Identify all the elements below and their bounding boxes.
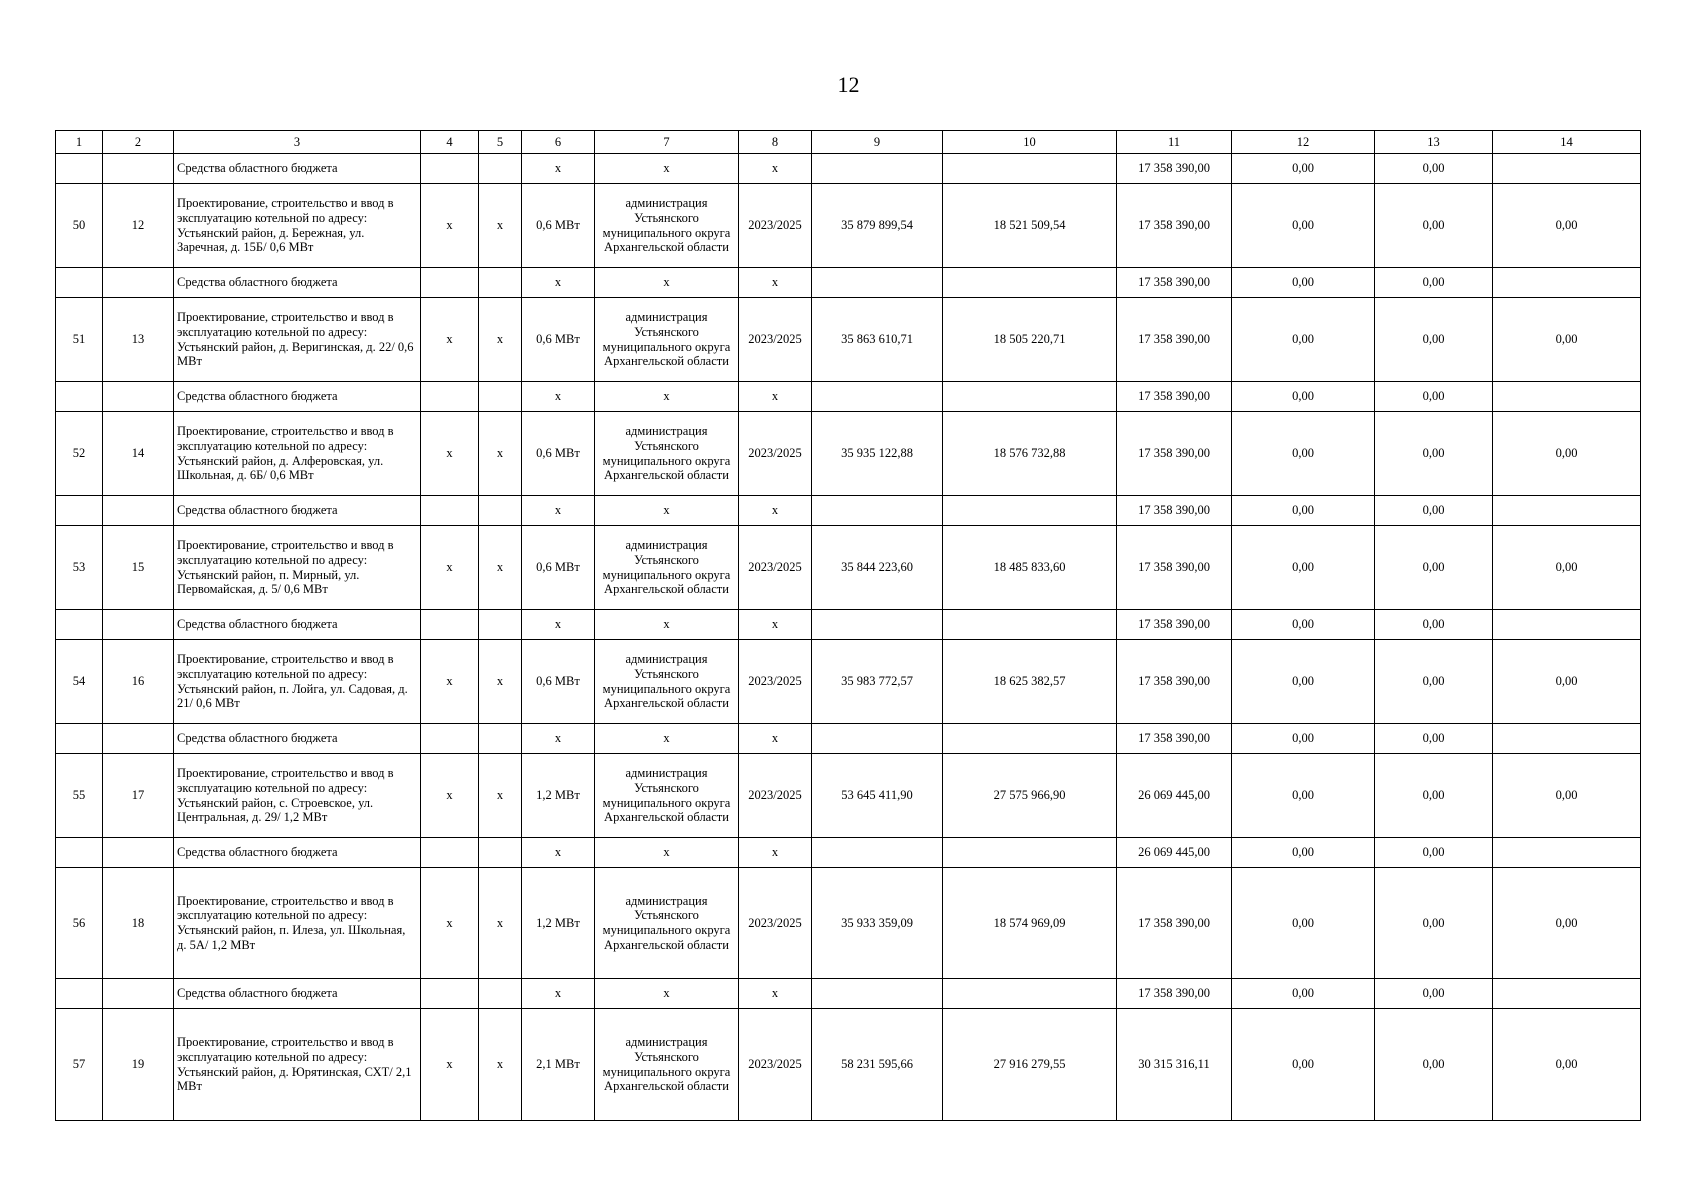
cell-col-13: 0,00 (1375, 268, 1493, 298)
cell-col-subnum: 13 (103, 298, 174, 382)
cell-col-4 (421, 610, 479, 640)
funding-source-row (56, 496, 1641, 526)
cell-col-power: 0,6 МВт (522, 640, 595, 724)
cell-col-total: 35 844 223,60 (812, 526, 943, 610)
cell-col-4: x (421, 640, 479, 724)
cell-col-power: 1,2 МВт (522, 868, 595, 979)
cell-col-5 (479, 268, 522, 298)
cell-col-total (812, 610, 943, 640)
cell-col-10: 18 625 382,57 (943, 640, 1117, 724)
cell-col-11: 26 069 445,00 (1117, 754, 1232, 838)
cell-col-4: x (421, 412, 479, 496)
cell-col-11: 17 358 390,00 (1117, 640, 1232, 724)
funding-source-row (56, 979, 1641, 1009)
cell-col-name: Проектирование, строительство и ввод в эксплуатацию котельной по адресу: Устьянский район, п. Лойга, ул. Садовая, д. 21/ 0,6 МВт (174, 640, 421, 724)
cell-col-total (812, 979, 943, 1009)
column-header-1: 1 (56, 131, 103, 154)
cell-col-10: 18 574 969,09 (943, 868, 1117, 979)
cell-col-12: 0,00 (1232, 1009, 1375, 1121)
cell-col-num: 54 (56, 640, 103, 724)
cell-col-total: 35 983 772,57 (812, 640, 943, 724)
column-header-14: 14 (1493, 131, 1641, 154)
column-header-8: 8 (739, 131, 812, 154)
column-header-11: 11 (1117, 131, 1232, 154)
cell-col-num: 53 (56, 526, 103, 610)
cell-col-subnum: 14 (103, 412, 174, 496)
cell-col-12: 0,00 (1232, 382, 1375, 412)
cell-col-14: 0,00 (1493, 868, 1641, 979)
cell-col-executor: x (595, 496, 739, 526)
cell-col-13: 0,00 (1375, 610, 1493, 640)
cell-col-13: 0,00 (1375, 526, 1493, 610)
cell-col-total: 53 645 411,90 (812, 754, 943, 838)
cell-col-10 (943, 154, 1117, 184)
cell-col-13: 0,00 (1375, 979, 1493, 1009)
cell-col-name: Средства областного бюджета (174, 496, 421, 526)
cell-col-subnum (103, 610, 174, 640)
cell-col-name: Проектирование, строительство и ввод в эксплуатацию котельной по адресу: Устьянский район, д. Бережная, ул. Заречная, д. 15Б/ 0,6 МВт (174, 184, 421, 268)
cell-col-num (56, 268, 103, 298)
cell-col-power: x (522, 979, 595, 1009)
cell-col-4 (421, 724, 479, 754)
cell-col-10 (943, 979, 1117, 1009)
cell-col-5: x (479, 1009, 522, 1121)
cell-col-14 (1493, 496, 1641, 526)
cell-col-13: 0,00 (1375, 298, 1493, 382)
column-header-2: 2 (103, 131, 174, 154)
cell-col-5: x (479, 526, 522, 610)
cell-col-12: 0,00 (1232, 979, 1375, 1009)
cell-col-num (56, 838, 103, 868)
cell-col-num (56, 496, 103, 526)
cell-col-10: 18 505 220,71 (943, 298, 1117, 382)
cell-col-11: 26 069 445,00 (1117, 838, 1232, 868)
cell-col-name: Проектирование, строительство и ввод в эксплуатацию котельной по адресу: Устьянский район, д. Юрятинская, СХТ/ 2,1 МВт (174, 1009, 421, 1121)
cell-col-period: x (739, 154, 812, 184)
cell-col-num: 55 (56, 754, 103, 838)
cell-col-10 (943, 496, 1117, 526)
cell-col-power: x (522, 496, 595, 526)
column-header-7: 7 (595, 131, 739, 154)
budget-table (55, 130, 1641, 1121)
cell-col-11: 17 358 390,00 (1117, 868, 1232, 979)
cell-col-subnum: 12 (103, 184, 174, 268)
cell-col-executor: администрация Устьянского муниципального округа Архангельской области (595, 412, 739, 496)
cell-col-5: x (479, 754, 522, 838)
cell-col-executor: администрация Устьянского муниципального округа Архангельской области (595, 184, 739, 268)
cell-col-period: 2023/2025 (739, 1009, 812, 1121)
cell-col-period: 2023/2025 (739, 868, 812, 979)
cell-col-executor: администрация Устьянского муниципального округа Архангельской области (595, 868, 739, 979)
cell-col-13: 0,00 (1375, 868, 1493, 979)
cell-col-11: 17 358 390,00 (1117, 526, 1232, 610)
cell-col-14 (1493, 838, 1641, 868)
cell-col-13: 0,00 (1375, 184, 1493, 268)
cell-col-12: 0,00 (1232, 412, 1375, 496)
cell-col-4 (421, 382, 479, 412)
cell-col-14: 0,00 (1493, 526, 1641, 610)
column-header-10: 10 (943, 131, 1117, 154)
cell-col-total (812, 154, 943, 184)
cell-col-11: 17 358 390,00 (1117, 298, 1232, 382)
cell-col-name: Проектирование, строительство и ввод в эксплуатацию котельной по адресу: Устьянский район, п. Мирный, ул. Первомайская, д. 5/ 0,6 МВт (174, 526, 421, 610)
cell-col-period: 2023/2025 (739, 184, 812, 268)
cell-col-subnum (103, 724, 174, 754)
cell-col-14: 0,00 (1493, 412, 1641, 496)
cell-col-11: 17 358 390,00 (1117, 610, 1232, 640)
cell-col-10 (943, 268, 1117, 298)
cell-col-14: 0,00 (1493, 640, 1641, 724)
funding-source-row (56, 382, 1641, 412)
cell-col-power: x (522, 838, 595, 868)
funding-source-row (56, 154, 1641, 184)
cell-col-5: x (479, 184, 522, 268)
cell-col-subnum: 19 (103, 1009, 174, 1121)
cell-col-subnum (103, 382, 174, 412)
cell-col-period: 2023/2025 (739, 640, 812, 724)
cell-col-14: 0,00 (1493, 1009, 1641, 1121)
cell-col-num (56, 979, 103, 1009)
cell-col-12: 0,00 (1232, 526, 1375, 610)
cell-col-subnum: 18 (103, 868, 174, 979)
cell-col-subnum (103, 268, 174, 298)
project-row (56, 640, 1641, 724)
cell-col-name: Средства областного бюджета (174, 268, 421, 298)
cell-col-period: x (739, 724, 812, 754)
cell-col-14 (1493, 154, 1641, 184)
cell-col-5 (479, 838, 522, 868)
cell-col-10 (943, 382, 1117, 412)
cell-col-subnum (103, 838, 174, 868)
project-row (56, 184, 1641, 268)
cell-col-power: 0,6 МВт (522, 412, 595, 496)
column-header-13: 13 (1375, 131, 1493, 154)
cell-col-10: 18 576 732,88 (943, 412, 1117, 496)
cell-col-executor: x (595, 154, 739, 184)
cell-col-power: x (522, 610, 595, 640)
cell-col-11: 17 358 390,00 (1117, 979, 1232, 1009)
column-header-9: 9 (812, 131, 943, 154)
cell-col-name: Проектирование, строительство и ввод в эксплуатацию котельной по адресу: Устьянский район, с. Строевское, ул. Центральная, д. 29/ 1,2 МВт (174, 754, 421, 838)
cell-col-name: Средства областного бюджета (174, 838, 421, 868)
column-header-12: 12 (1232, 131, 1375, 154)
cell-col-name: Проектирование, строительство и ввод в эксплуатацию котельной по адресу: Устьянский район, д. Алферовская, ул. Школьная, д. 6Б/ 0,6 МВт (174, 412, 421, 496)
cell-col-13: 0,00 (1375, 640, 1493, 724)
cell-col-14 (1493, 268, 1641, 298)
cell-col-subnum: 17 (103, 754, 174, 838)
cell-col-total (812, 838, 943, 868)
cell-col-name: Средства областного бюджета (174, 724, 421, 754)
cell-col-period: x (739, 979, 812, 1009)
cell-col-name: Проектирование, строительство и ввод в эксплуатацию котельной по адресу: Устьянский район, п. Илеза, ул. Школьная, д. 5А/ 1,2 МВт (174, 868, 421, 979)
cell-col-12: 0,00 (1232, 754, 1375, 838)
cell-col-11: 17 358 390,00 (1117, 496, 1232, 526)
cell-col-executor: x (595, 724, 739, 754)
cell-col-period: x (739, 268, 812, 298)
cell-col-period: 2023/2025 (739, 298, 812, 382)
cell-col-subnum: 16 (103, 640, 174, 724)
cell-col-4 (421, 268, 479, 298)
cell-col-13: 0,00 (1375, 838, 1493, 868)
cell-col-11: 30 315 316,11 (1117, 1009, 1232, 1121)
cell-col-12: 0,00 (1232, 868, 1375, 979)
cell-col-14: 0,00 (1493, 754, 1641, 838)
cell-col-10: 27 575 966,90 (943, 754, 1117, 838)
cell-col-12: 0,00 (1232, 640, 1375, 724)
funding-source-row (56, 724, 1641, 754)
cell-col-14 (1493, 724, 1641, 754)
cell-col-4 (421, 979, 479, 1009)
cell-col-11: 17 358 390,00 (1117, 268, 1232, 298)
cell-col-10: 18 521 509,54 (943, 184, 1117, 268)
cell-col-total: 35 863 610,71 (812, 298, 943, 382)
cell-col-num: 52 (56, 412, 103, 496)
cell-col-13: 0,00 (1375, 1009, 1493, 1121)
cell-col-period: x (739, 610, 812, 640)
cell-col-total (812, 268, 943, 298)
cell-col-executor: x (595, 610, 739, 640)
funding-source-row (56, 268, 1641, 298)
cell-col-10 (943, 838, 1117, 868)
cell-col-4: x (421, 526, 479, 610)
cell-col-period: x (739, 838, 812, 868)
cell-col-14 (1493, 382, 1641, 412)
cell-col-subnum (103, 154, 174, 184)
cell-col-name: Средства областного бюджета (174, 382, 421, 412)
cell-col-total (812, 496, 943, 526)
cell-col-11: 17 358 390,00 (1117, 412, 1232, 496)
cell-col-executor: x (595, 838, 739, 868)
cell-col-13: 0,00 (1375, 496, 1493, 526)
cell-col-4 (421, 838, 479, 868)
cell-col-5 (479, 610, 522, 640)
cell-col-num (56, 382, 103, 412)
cell-col-period: x (739, 382, 812, 412)
cell-col-total (812, 382, 943, 412)
cell-col-num: 50 (56, 184, 103, 268)
cell-col-4: x (421, 868, 479, 979)
cell-col-period: 2023/2025 (739, 754, 812, 838)
cell-col-11: 17 358 390,00 (1117, 154, 1232, 184)
cell-col-14 (1493, 979, 1641, 1009)
cell-col-13: 0,00 (1375, 154, 1493, 184)
cell-col-13: 0,00 (1375, 724, 1493, 754)
cell-col-4: x (421, 754, 479, 838)
cell-col-5 (479, 979, 522, 1009)
cell-col-executor: администрация Устьянского муниципального округа Архангельской области (595, 640, 739, 724)
cell-col-executor: администрация Устьянского муниципального округа Архангельской области (595, 754, 739, 838)
cell-col-12: 0,00 (1232, 298, 1375, 382)
cell-col-4: x (421, 184, 479, 268)
cell-col-11: 17 358 390,00 (1117, 184, 1232, 268)
cell-col-5 (479, 154, 522, 184)
cell-col-total: 58 231 595,66 (812, 1009, 943, 1121)
cell-col-5 (479, 382, 522, 412)
cell-col-12: 0,00 (1232, 184, 1375, 268)
cell-col-period: x (739, 496, 812, 526)
cell-col-executor: x (595, 979, 739, 1009)
cell-col-10: 18 485 833,60 (943, 526, 1117, 610)
cell-col-4: x (421, 298, 479, 382)
cell-col-4 (421, 496, 479, 526)
cell-col-14 (1493, 610, 1641, 640)
column-header-5: 5 (479, 131, 522, 154)
cell-col-4: x (421, 1009, 479, 1121)
cell-col-name: Средства областного бюджета (174, 610, 421, 640)
cell-col-num (56, 154, 103, 184)
cell-col-13: 0,00 (1375, 412, 1493, 496)
column-header-3: 3 (174, 131, 421, 154)
cell-col-5: x (479, 640, 522, 724)
cell-col-num: 51 (56, 298, 103, 382)
cell-col-executor: x (595, 268, 739, 298)
cell-col-total (812, 724, 943, 754)
cell-col-num: 57 (56, 1009, 103, 1121)
column-header-6: 6 (522, 131, 595, 154)
cell-col-name: Средства областного бюджета (174, 154, 421, 184)
funding-source-row (56, 610, 1641, 640)
cell-col-total: 35 933 359,09 (812, 868, 943, 979)
cell-col-12: 0,00 (1232, 838, 1375, 868)
cell-col-12: 0,00 (1232, 496, 1375, 526)
cell-col-5: x (479, 412, 522, 496)
cell-col-13: 0,00 (1375, 382, 1493, 412)
project-row (56, 868, 1641, 979)
cell-col-12: 0,00 (1232, 268, 1375, 298)
cell-col-executor: администрация Устьянского муниципального округа Архангельской области (595, 526, 739, 610)
cell-col-power: 0,6 МВт (522, 184, 595, 268)
project-row (56, 298, 1641, 382)
cell-col-12: 0,00 (1232, 610, 1375, 640)
cell-col-11: 17 358 390,00 (1117, 724, 1232, 754)
cell-col-name: Средства областного бюджета (174, 979, 421, 1009)
cell-col-num (56, 724, 103, 754)
funding-source-row (56, 838, 1641, 868)
cell-col-power: x (522, 154, 595, 184)
cell-col-num: 56 (56, 868, 103, 979)
cell-col-10: 27 916 279,55 (943, 1009, 1117, 1121)
project-row (56, 754, 1641, 838)
cell-col-power: 0,6 МВт (522, 526, 595, 610)
cell-col-power: x (522, 268, 595, 298)
cell-col-power: 1,2 МВт (522, 754, 595, 838)
project-row (56, 526, 1641, 610)
cell-col-14: 0,00 (1493, 184, 1641, 268)
cell-col-total: 35 935 122,88 (812, 412, 943, 496)
cell-col-13: 0,00 (1375, 754, 1493, 838)
cell-col-power: x (522, 382, 595, 412)
cell-col-period: 2023/2025 (739, 526, 812, 610)
column-header-4: 4 (421, 131, 479, 154)
cell-col-10 (943, 724, 1117, 754)
cell-col-14: 0,00 (1493, 298, 1641, 382)
cell-col-12: 0,00 (1232, 724, 1375, 754)
cell-col-subnum: 15 (103, 526, 174, 610)
cell-col-executor: администрация Устьянского муниципального округа Архангельской области (595, 1009, 739, 1121)
cell-col-period: 2023/2025 (739, 412, 812, 496)
page-number: 12 (837, 72, 860, 97)
project-row (56, 1009, 1641, 1121)
cell-col-5: x (479, 298, 522, 382)
cell-col-power: 2,1 МВт (522, 1009, 595, 1121)
cell-col-total: 35 879 899,54 (812, 184, 943, 268)
cell-col-name: Проектирование, строительство и ввод в эксплуатацию котельной по адресу: Устьянский район, д. Веригинская, д. 22/ 0,6 МВт (174, 298, 421, 382)
cell-col-power: 0,6 МВт (522, 298, 595, 382)
cell-col-num (56, 610, 103, 640)
cell-col-5 (479, 724, 522, 754)
table-header-row (56, 131, 1641, 154)
cell-col-5 (479, 496, 522, 526)
cell-col-10 (943, 610, 1117, 640)
project-row (56, 412, 1641, 496)
cell-col-power: x (522, 724, 595, 754)
cell-col-11: 17 358 390,00 (1117, 382, 1232, 412)
cell-col-executor: администрация Устьянского муниципального округа Архангельской области (595, 298, 739, 382)
cell-col-4 (421, 154, 479, 184)
cell-col-12: 0,00 (1232, 154, 1375, 184)
cell-col-subnum (103, 979, 174, 1009)
cell-col-executor: x (595, 382, 739, 412)
cell-col-subnum (103, 496, 174, 526)
cell-col-5: x (479, 868, 522, 979)
